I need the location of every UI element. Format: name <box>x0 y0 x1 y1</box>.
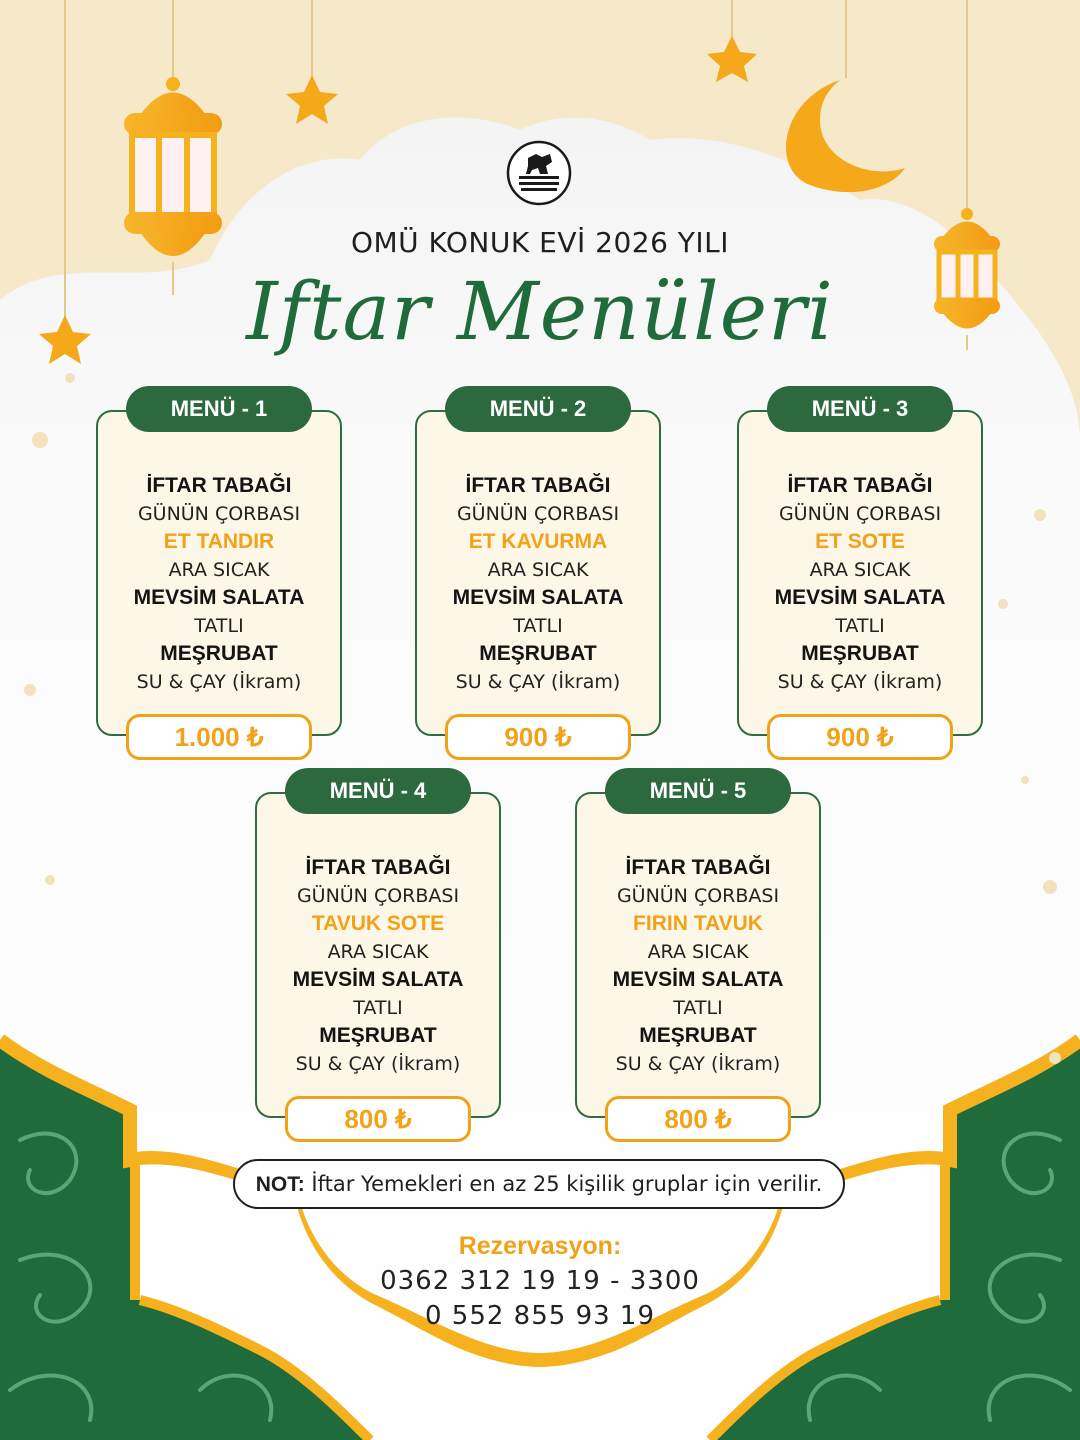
menu-item: GÜNÜN ÇORBASI <box>137 503 301 525</box>
menu-item: ARA SICAK <box>327 941 429 963</box>
menu-item: TATLI <box>194 615 244 637</box>
menu-item: SU & ÇAY (İkram) <box>455 671 621 693</box>
menu-item: MEŞRUBAT <box>160 642 278 665</box>
page-title: Iftar Menüleri <box>246 265 834 358</box>
menu-item: MEŞRUBAT <box>639 1024 757 1047</box>
menu-item-main-dish: ET KAVURMA <box>468 530 608 553</box>
menu-item: GÜNÜN ÇORBASI <box>778 503 942 525</box>
menu-item-main-dish: FIRIN TAVUK <box>633 912 763 935</box>
menu-item: TATLI <box>513 615 563 637</box>
university-logo <box>506 140 572 206</box>
menu-card-title: MENÜ - 1 <box>126 386 312 432</box>
menu-card-5 <box>575 778 821 1134</box>
menu-price: 900 ₺ <box>445 714 631 760</box>
menu-item: İFTAR TABAĞI <box>625 856 771 879</box>
reservation-phone-2[interactable]: 0 552 855 93 19 <box>424 1301 656 1331</box>
menu-item: İFTAR TABAĞI <box>146 474 292 497</box>
menu-item: MEVSİM SALATA <box>292 968 464 991</box>
menu-item: SU & ÇAY (İkram) <box>615 1053 781 1075</box>
menu-item: İFTAR TABAĞI <box>465 474 611 497</box>
note-text: İftar Yemekleri en az 25 kişilik gruplar için verilir. <box>304 1172 823 1196</box>
menu-item: İFTAR TABAĞI <box>305 856 451 879</box>
menu-item: MEVSİM SALATA <box>612 968 784 991</box>
menu-item-main-dish: ET TANDIR <box>163 530 275 553</box>
header-subtitle: OMÜ KONUK EVİ 2026 YILI <box>350 226 730 259</box>
menu-item: TATLI <box>835 615 885 637</box>
menu-item: SU & ÇAY (İkram) <box>777 671 943 693</box>
menu-item: TATLI <box>353 997 403 1019</box>
reservation-phone-1[interactable]: 0362 312 19 19 - 3300 <box>380 1266 700 1296</box>
menu-item: MEŞRUBAT <box>801 642 919 665</box>
menu-item: TATLI <box>673 997 723 1019</box>
menu-item-main-dish: TAVUK SOTE <box>311 912 445 935</box>
menu-card-title: MENÜ - 3 <box>767 386 953 432</box>
menu-card-3 <box>737 396 983 752</box>
note-box <box>233 1159 845 1209</box>
menu-item: MEVSİM SALATA <box>133 586 305 609</box>
menu-card-title: MENÜ - 4 <box>285 768 471 814</box>
menu-item: MEŞRUBAT <box>319 1024 437 1047</box>
menu-card-2 <box>415 396 661 752</box>
menu-card-title: MENÜ - 5 <box>605 768 791 814</box>
menu-item: ARA SICAK <box>647 941 749 963</box>
menu-item: SU & ÇAY (İkram) <box>136 671 302 693</box>
menu-price: 800 ₺ <box>285 1096 471 1142</box>
menu-item: ARA SICAK <box>809 559 911 581</box>
menu-item: İFTAR TABAĞI <box>787 474 933 497</box>
menu-item: MEVSİM SALATA <box>452 586 624 609</box>
menu-item: GÜNÜN ÇORBASI <box>296 885 460 907</box>
menu-card-4 <box>255 778 501 1134</box>
menu-price: 800 ₺ <box>605 1096 791 1142</box>
menu-item-main-dish: ET SOTE <box>815 530 905 553</box>
menu-card-1 <box>96 396 342 752</box>
menu-item: GÜNÜN ÇORBASI <box>456 503 620 525</box>
menu-price: 900 ₺ <box>767 714 953 760</box>
menu-price: 1.000 ₺ <box>126 714 312 760</box>
reservation-label: Rezervasyon: <box>458 1232 622 1260</box>
menu-item: MEŞRUBAT <box>479 642 597 665</box>
menu-item: ARA SICAK <box>487 559 589 581</box>
menu-item: MEVSİM SALATA <box>774 586 946 609</box>
menu-card-title: MENÜ - 2 <box>445 386 631 432</box>
menu-item: ARA SICAK <box>168 559 270 581</box>
menu-item: GÜNÜN ÇORBASI <box>616 885 780 907</box>
menu-item: SU & ÇAY (İkram) <box>295 1053 461 1075</box>
note-label: NOT: <box>255 1173 305 1196</box>
